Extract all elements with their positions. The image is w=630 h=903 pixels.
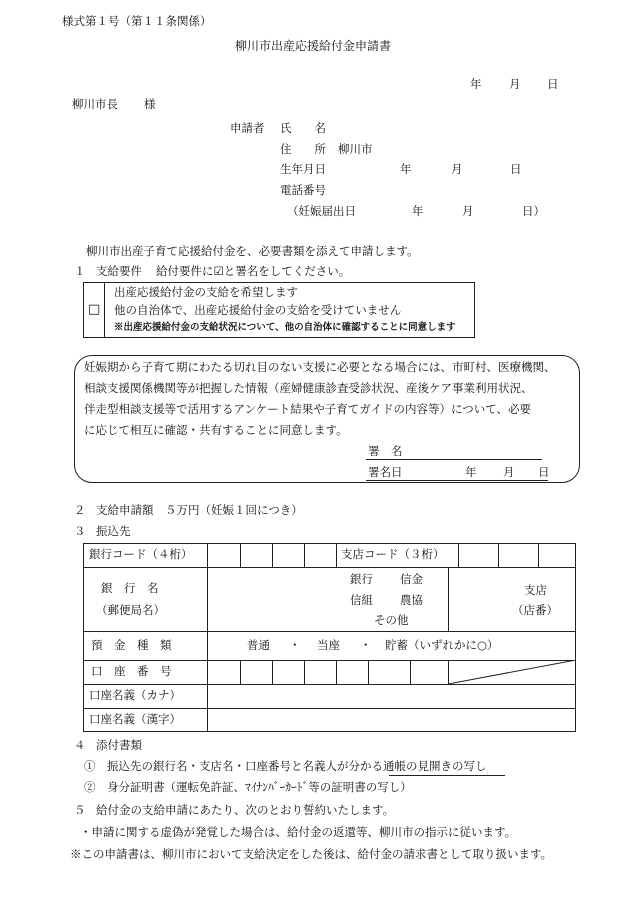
consent-sign-date-label: 署名日 [368,465,403,479]
section1-num: １ [74,264,86,278]
requirement-line-1: 出産応援給付金の支給を希望します [114,285,298,299]
attachment-item-1-underline [389,775,505,776]
birth-day: 日 [510,162,522,176]
sign-date-underline [366,480,548,481]
attachment-item-1: ① 振込先の銀行名・支店名・口座番号と名義人が分かる通帳の見開きの写し [84,759,487,773]
pregnancy-day-close: 日） [522,204,545,218]
account-type-current: 当座 [317,638,340,652]
requirements-divider [104,282,105,338]
section5-num: ５ [74,803,86,817]
branch-label: 支店 [524,583,547,597]
consent-box [74,355,580,483]
consent-line-3: 伴走型相談支援等で活用するアンケート結果や子育てガイドの内容等）について、必要 [84,402,532,416]
account-type-label: 預 金 種 類 [91,638,172,652]
intro-text: 柳川市出産子育て応援給付金を、必要書類を添えて申請します。 [86,244,419,258]
date-year: 年 [470,77,482,91]
sign-date-day: 日 [538,465,550,479]
account-type-savings: 貯蓄（いずれかに○） [385,638,499,652]
section2-text: 支給申請額 ５万円（妊娠１回につき） [96,503,303,517]
requirement-line-3: ※出産応援給付金の支給状況について、他の自治体に確認することに同意します [114,322,456,333]
birth-month: 月 [451,162,463,176]
date-day: 日 [547,77,559,91]
pregnancy-year: 年 [412,204,424,218]
section2-num: ２ [74,503,86,517]
section3-num: ３ [74,524,86,538]
branch-code-label: 支店コード（３桁） [341,547,445,561]
attachment-item-2: ② 身分証明書（運転免許証、ﾏｲﾅﾝﾊﾞｰｶｰﾄﾞ等の証明書の写し） [84,780,412,794]
applicant-phone-label: 電話番号 [280,183,326,197]
date-month: 月 [509,77,521,91]
applicant-name-label: 氏 名 [280,121,326,135]
bank-type-shinkumi: 信組 [350,593,373,607]
section5-text: 給付金の支給申請にあたり、次のとおり誓約いたします。 [96,803,395,817]
sign-date-year: 年 [465,465,477,479]
pledge-text: ・申請に関する虚偽が発覚した場合は、給付金の返還等、柳川市の指示に従います。 [80,825,517,839]
footer-note: ※この申請書は、柳川市において支給決定をした後は、給付金の請求書として取り扱います。 [70,847,553,861]
applicant-address-label: 住 所 [280,142,326,156]
requirements-checkbox[interactable]: □ [88,302,101,317]
account-number-label: 口 座 番 号 [91,664,172,678]
addressee-name: 柳川市長 [72,97,118,111]
bank-name-label: 銀 行 名 [101,581,159,595]
addressee-honorific: 様 [144,97,156,111]
consent-line-1: 妊娠期から子育て期にわたる切れ目のない支援に必要となる場合には、市町村、医療機関、 [84,360,556,374]
applicant-pregnancy-label: （妊娠届出日 [287,204,356,218]
pregnancy-month: 月 [462,204,474,218]
sign-date-month: 月 [503,465,515,479]
consent-sign-label: 署 名 [368,444,403,458]
account-number-unused-slash [448,660,576,684]
bank-type-shinkin: 信金 [400,572,423,586]
bank-type-bank: 銀行 [350,572,373,586]
form-id: 様式第１号（第１１条関係） [62,14,212,28]
applicant-birth-label: 生年月日 [280,162,326,176]
holder-kana-label: 口座名義（カナ） [89,688,181,702]
holder-kanji-label: 口座名義（漢字） [89,712,181,726]
section1-label: 支給要件 [96,264,142,278]
consent-line-4: に応じて相互に確認・共有することに同意します。 [84,423,348,437]
section1-instruction: 給付要件に☑と署名をしてください。 [156,264,351,278]
applicant-label: 申請者 [230,121,265,135]
branch-sub: （店番） [512,603,558,617]
bank-code-label: 銀行コード（４桁） [89,547,193,561]
bank-type-other: その他 [374,613,409,627]
requirement-line-2: 他の自治体で、出産応援給付金の支給を受けていません [114,303,402,317]
account-type-sep-2: ・ [360,638,372,652]
section4-num: ４ [74,738,86,752]
account-type-ordinary: 普通 [247,638,270,652]
consent-line-2: 相談支援関係機関等が把握した情報（産婦健康診査受診状況、産後ケア事業利用状況、 [84,381,533,395]
bank-name-sub: （郵便局名） [96,603,165,617]
sign-underline [366,459,542,460]
account-type-sep-1: ・ [289,638,301,652]
section3-text: 振込先 [96,524,131,538]
bank-type-nokyo: 農協 [400,593,423,607]
section4-text: 添付書類 [96,738,142,752]
page-title: 柳川市出産応援給付金申請書 [235,39,392,53]
birth-year: 年 [400,162,412,176]
applicant-address-value: 柳川市 [338,142,373,156]
